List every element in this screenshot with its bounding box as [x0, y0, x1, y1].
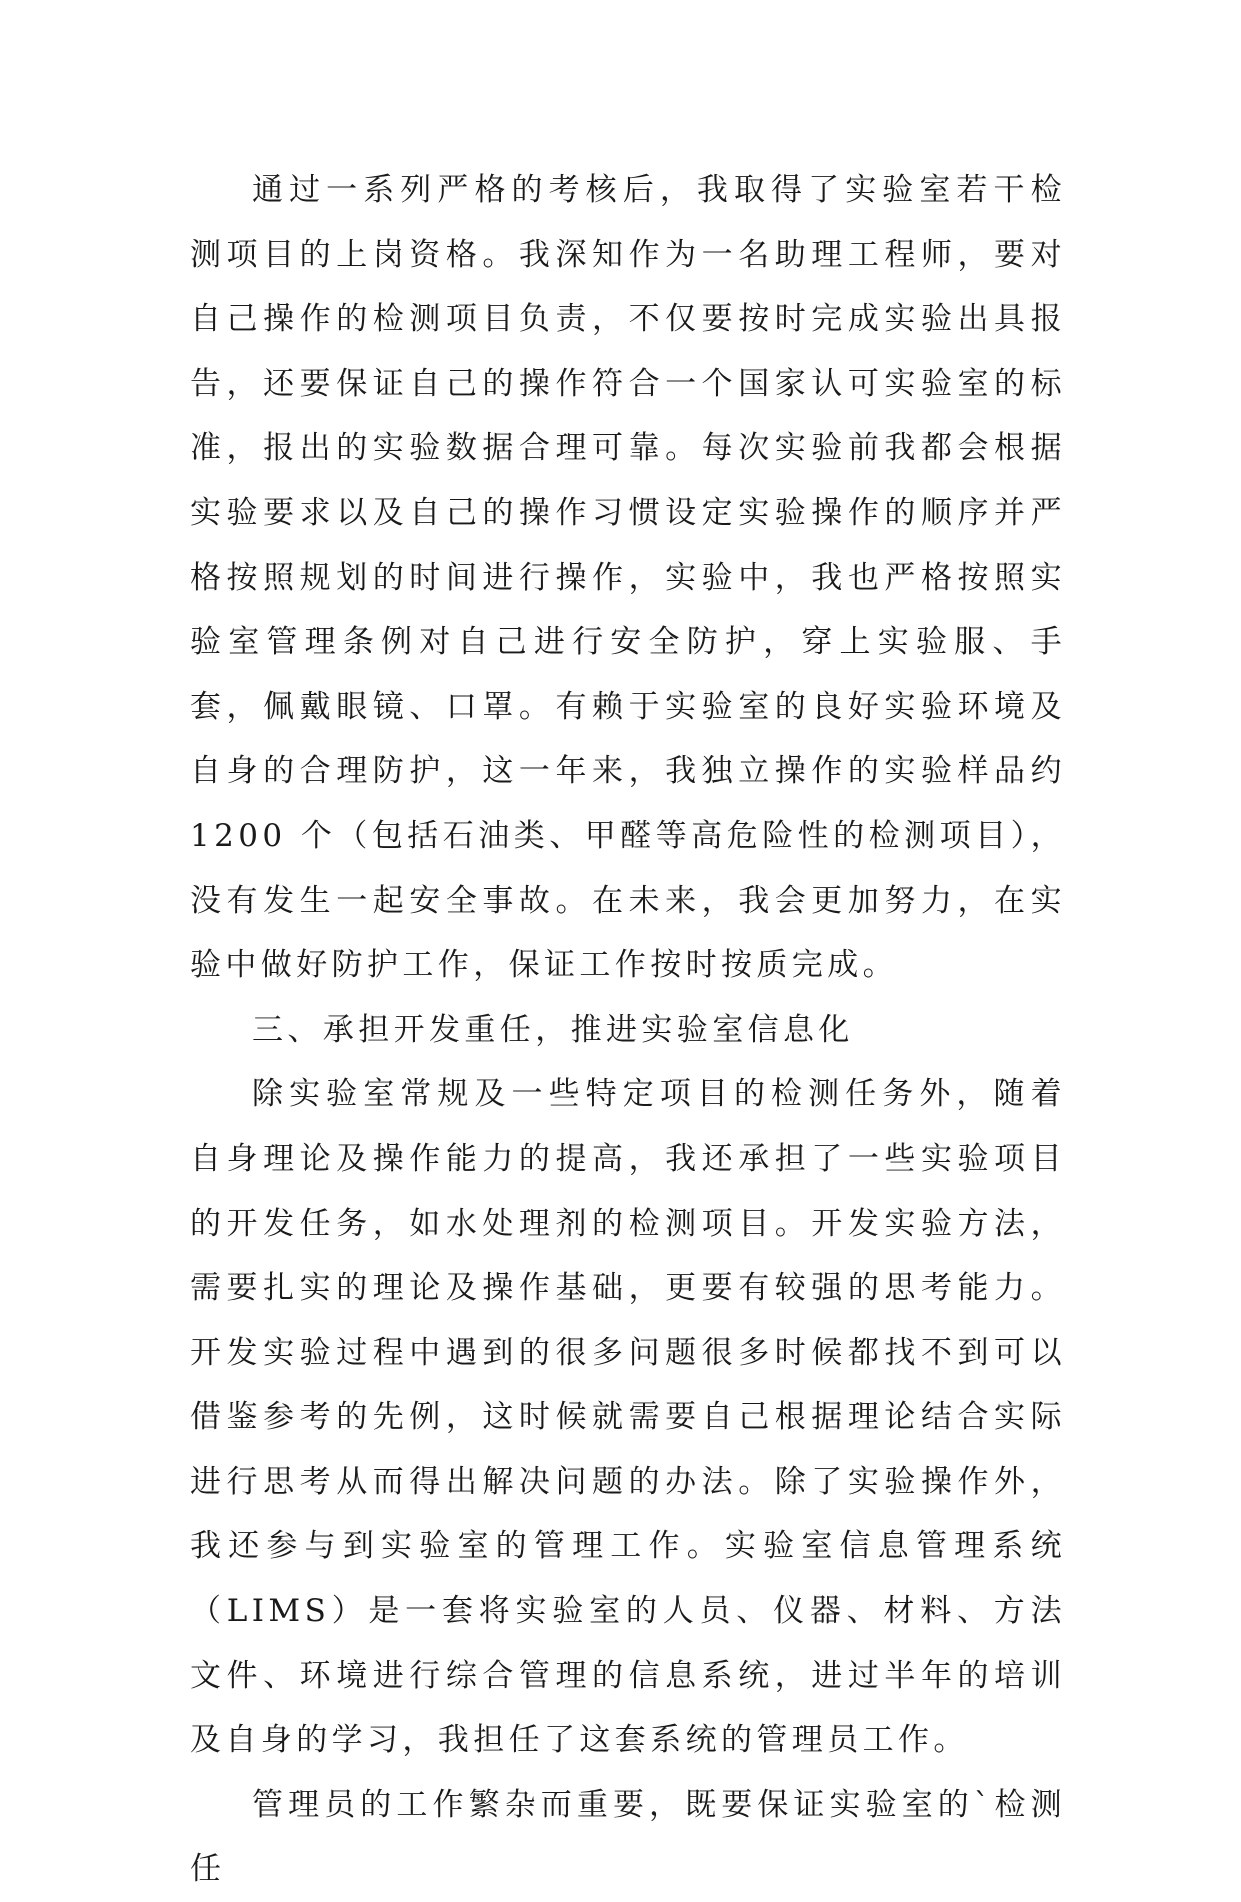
paragraph-development-tasks: 除实验室常规及一些特定项目的检测任务外，随着自身理论及操作能力的提高，我还承担了一些实验项目的开发任务，如水处理剂的检测项目。开发实验方法，需要扎实的理论及操作基础，更要有较强的思考能力。开发实验过程中遇到的很多问题很多时候都找不到可以借鉴参考的先例，这时候就需要自己根据理论结合实际进行思考从而得出解决问题的办法。除了实验操作外，我还参与到实验室的管理工作。实验室信息管理系统（LIMS）是一套将实验室的人员、仪器、材料、方法文件、环境进行综合管理的信息系统，进过半年的培训及自身的学习，我担任了这套系统的管理员工作。: [190, 1076, 1066, 1759]
paragraph-lab-qualification: 通过一系列严格的考核后，我取得了实验室若干检测项目的上岗资格。我深知作为一名助理工程师，要对自己操作的检测项目负责，不仅要按时完成实验出具报告，还要保证自己的操作符合一个国家认可实验室的标准，报出的实验数据合理可靠。每次实验前我都会根据实验要求以及自己的操作习惯设定实验操作的顺序并严格按照规划的时间进行操作，实验中，我也严格按照实验室管理条例对自己进行安全防护，穿上实验服、手套，佩戴眼镜、口罩。有赖于实验室的良好实验环境及自身的合理防护，这一年来，我独立操作的实验样品约 1200 个（包括石油类、甲醛等高危险性的检测项目），没有发生一起安全事故。在未来，我会更加努力，在实验中做好防护工作，保证工作按时按质完成。: [190, 172, 1066, 984]
section-heading-development: 三、承担开发重任，推进实验室信息化: [252, 1011, 854, 1048]
body-text: [190, 158, 1066, 1902]
paragraph-admin-work: 管理员的工作繁杂而重要，既要保证实验室的`检测任: [190, 1786, 1066, 1888]
